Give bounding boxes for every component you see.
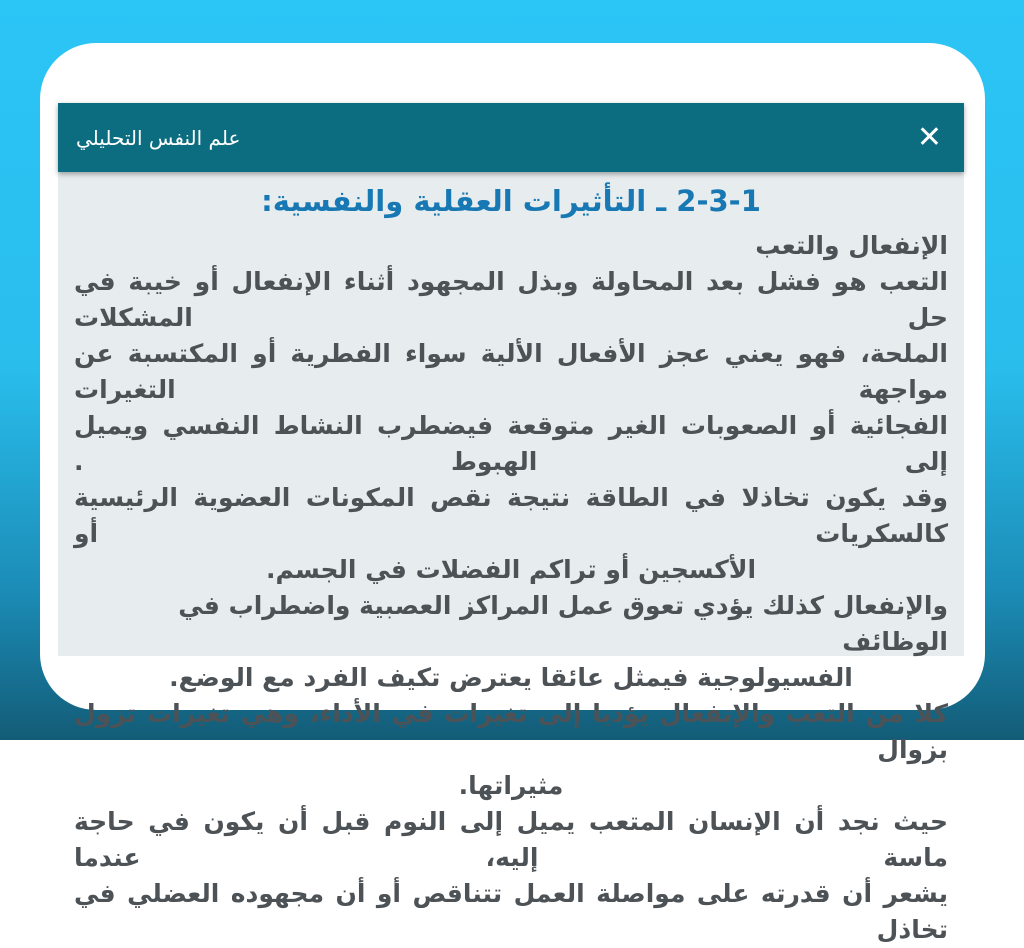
article-text <box>74 228 948 948</box>
body-line: وقد يكون تخاذلا في الطاقة نتيجة نقص المكونات العضوية الرئيسية كالسكريات أو <box>74 483 948 548</box>
body-line: حيث نجد أن الإنسان المتعب يميل إلى النوم قبل أن يكون في حاجة ماسة إليه، عندما <box>74 807 948 872</box>
body-line: الأكسجين أو تراكم الفضلات في الجسم. <box>265 555 757 584</box>
body-line: كلا من التعب والإنفعال يؤديا إلى تغيرات في الأداء، وهي تغيرات تزول بزوال <box>74 699 948 764</box>
close-button[interactable] <box>916 119 942 155</box>
close-icon: ✕ <box>916 119 942 155</box>
article-content[interactable] <box>58 172 964 944</box>
app-title: علم النفس التحليلي <box>76 125 241 150</box>
body-line: يشعر أن قدرته على مواصلة العمل تتناقص أو أن مجهوده العضلي في تخاذل <box>74 879 948 944</box>
body-line: الإنفعال والتعب <box>755 231 948 260</box>
section-heading: 2-3-1 ـ التأثيرات العقلية والنفسية: <box>261 184 761 218</box>
app-screen <box>58 103 964 944</box>
body-line: والإنفعال كذلك يؤدي تعوق عمل المراكز العصبية واضطراب في الوظائف <box>178 591 948 656</box>
body-line: مثيراتها. <box>458 771 564 800</box>
app-header <box>58 103 964 172</box>
body-line: التعب هو فشل بعد المحاولة وبذل المجهود أثناء الإنفعال أو خيبة في حل المشكلات <box>74 267 948 332</box>
body-line: الفسيولوجية فيمثل عائقا يعترض تكيف الفرد مع الوضع. <box>169 663 853 692</box>
body-line: الملحة، فهو يعني عجز الأفعال الألية سواء الفطرية أو المكتسبة عن مواجهة التغيرات <box>74 339 948 404</box>
body-line: الفجائية أو الصعوبات الغير متوقعة فيضطرب النشاط النفسي ويميل إلى الهبوط . <box>74 411 948 476</box>
